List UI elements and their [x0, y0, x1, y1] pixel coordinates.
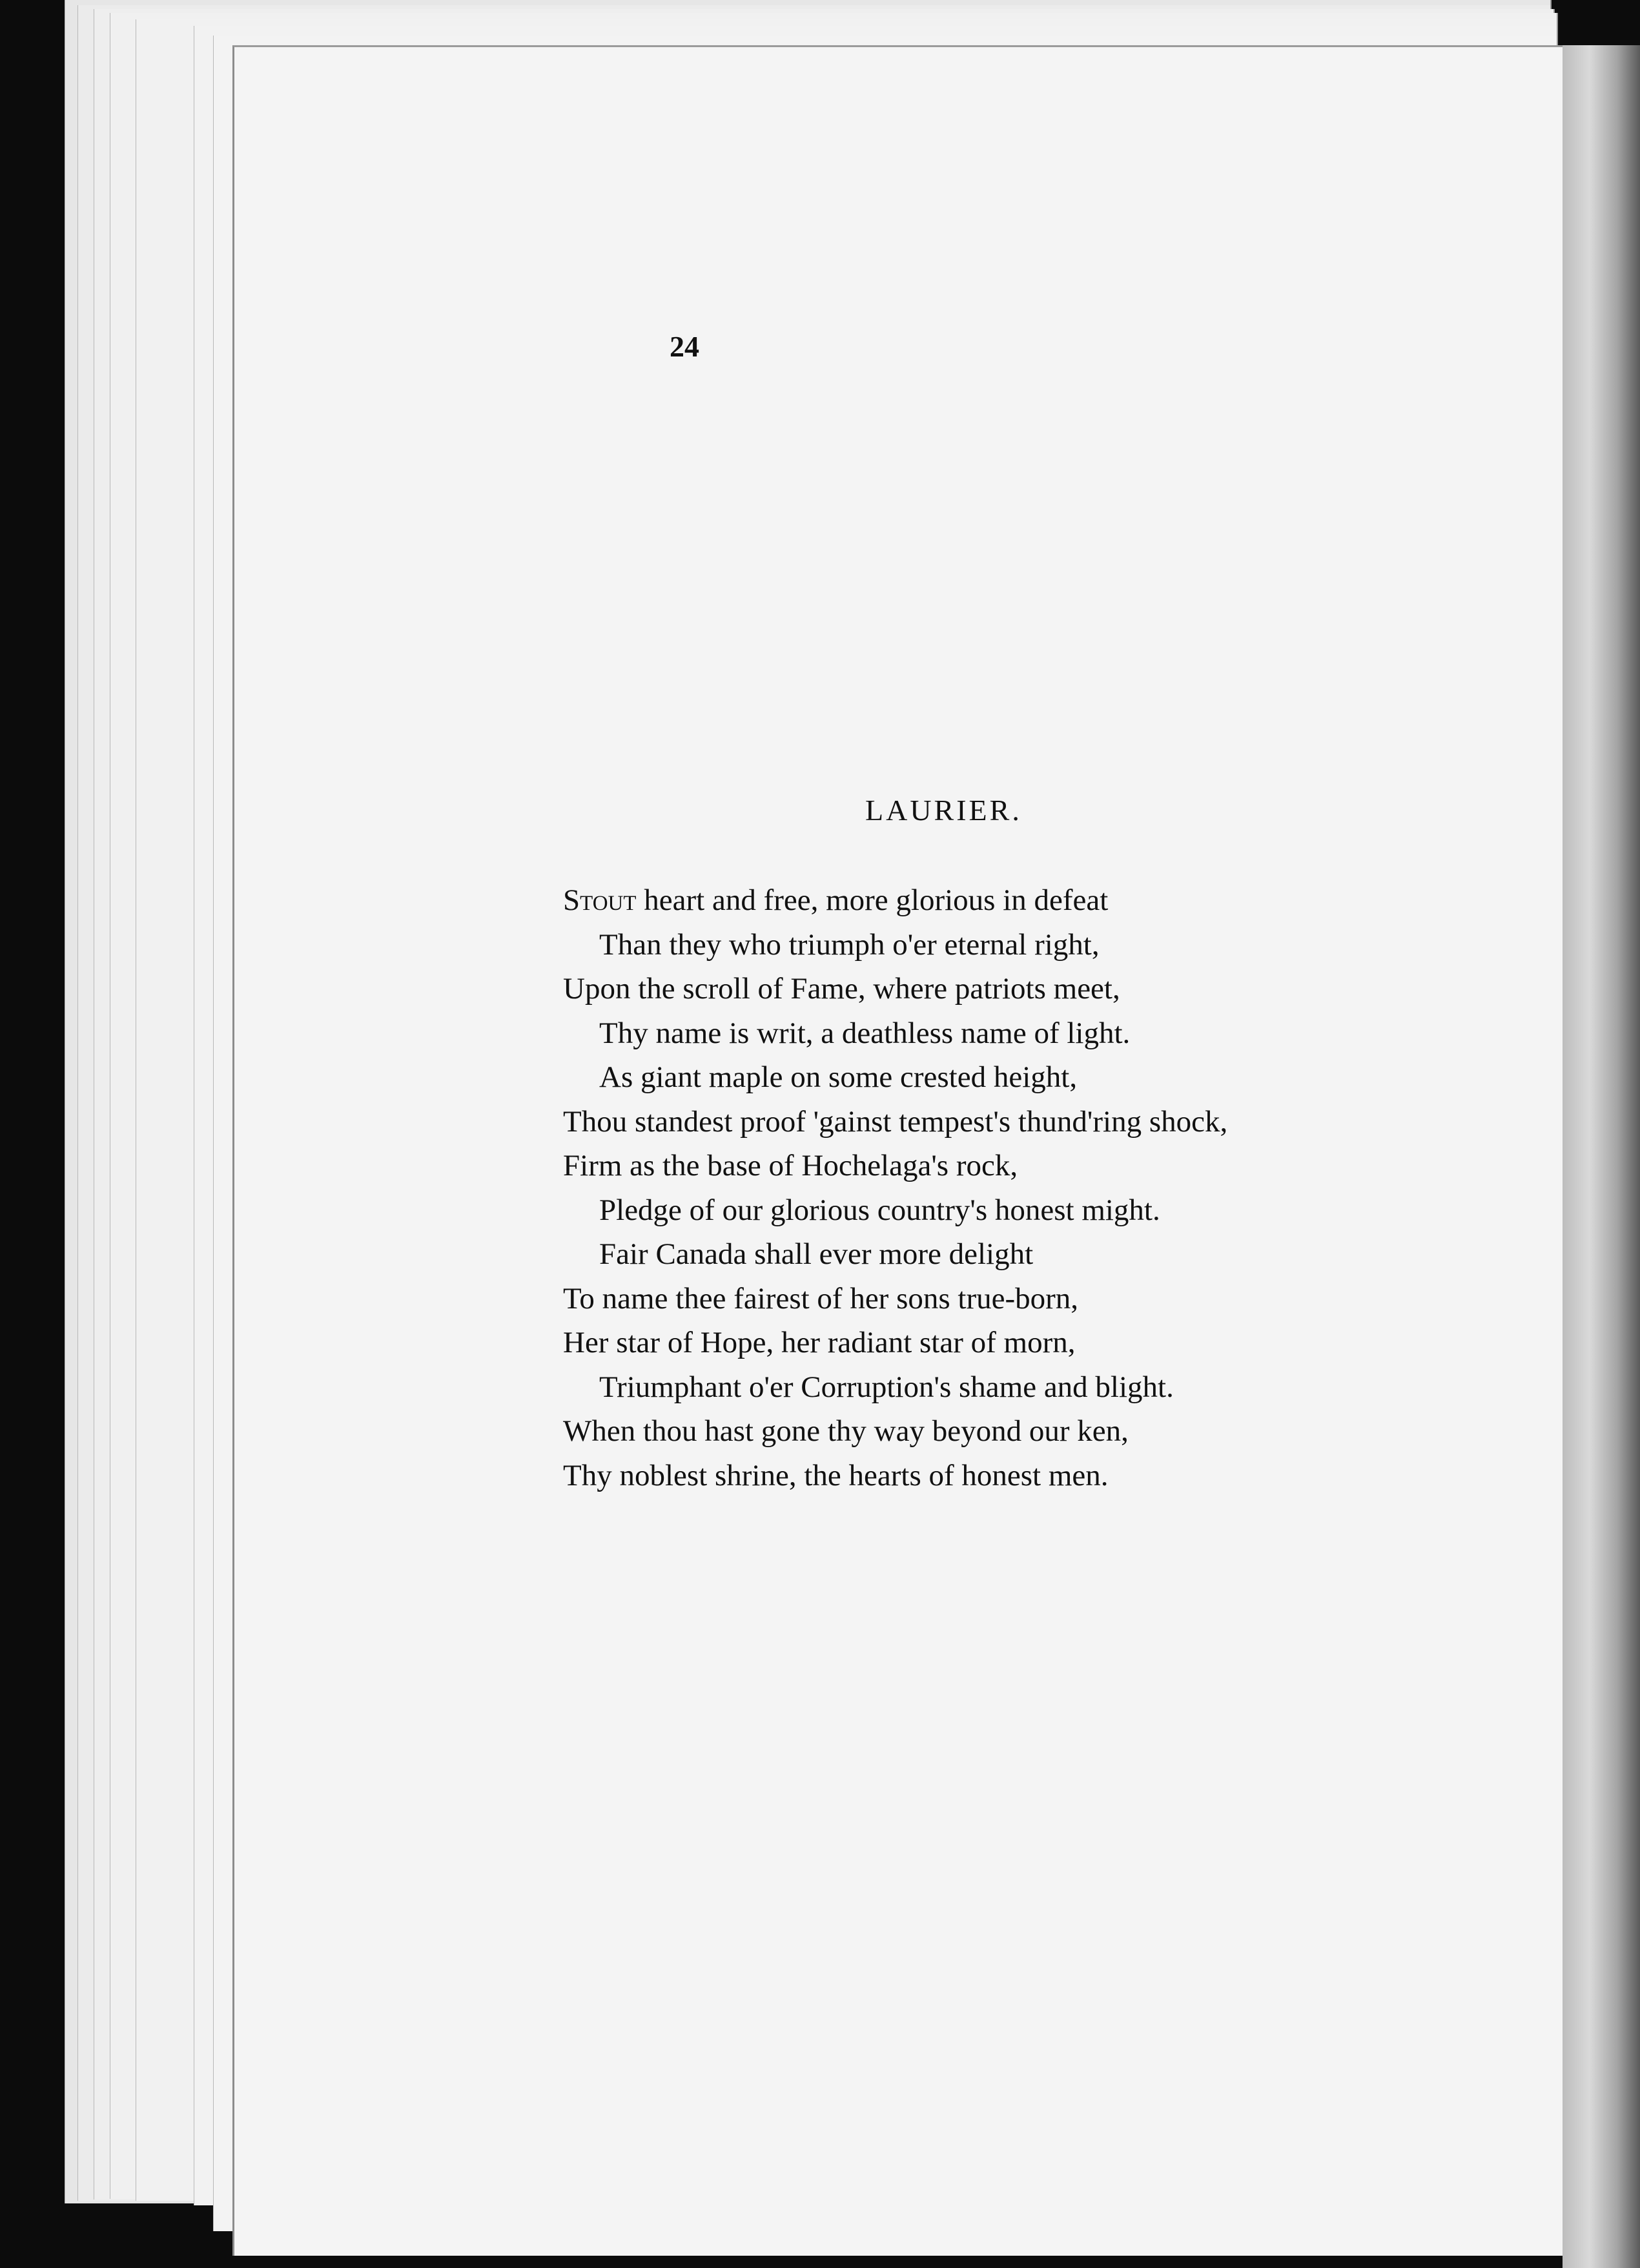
poem-line	[563, 923, 1467, 967]
poem-line	[563, 1321, 1467, 1365]
poem-line	[563, 1365, 1467, 1410]
poem-line-text: As giant maple on some crested height,	[599, 1060, 1078, 1094]
poem-line-text: Thy noblest shrine, the hearts of honest men.	[563, 1458, 1109, 1492]
poem-line-text: Firm as the base of Hochelaga's rock,	[563, 1149, 1018, 1182]
page-number	[0, 329, 1369, 364]
poem-line	[563, 1144, 1467, 1188]
poem-line	[563, 1232, 1467, 1277]
poem-line	[563, 1011, 1467, 1056]
poem-line-text: Her star of Hope, her radiant star of morn,	[563, 1326, 1076, 1359]
poem-body	[563, 878, 1467, 1498]
poem-title: LAURIER.	[865, 794, 1022, 827]
poem-line	[563, 1100, 1467, 1144]
poem-line	[563, 1409, 1467, 1454]
poem-line-text: Fair Canada shall ever more delight	[599, 1237, 1034, 1271]
poem-line-text: Pledge of our glorious country's honest might.	[599, 1193, 1160, 1227]
page-gutter-shadow	[1563, 45, 1640, 2268]
poem-line-text: To name thee fairest of her sons true-born,	[563, 1281, 1079, 1315]
poem-line-text: Thy name is writ, a deathless name of light.	[599, 1016, 1131, 1050]
poem-line	[563, 1277, 1467, 1321]
poem-line	[563, 967, 1467, 1011]
poem-line	[563, 1454, 1467, 1498]
page-number-text: 24	[670, 330, 699, 363]
poem-line	[563, 878, 1467, 923]
poem-line	[563, 1188, 1467, 1233]
poem-line-text: Than they who triumph o'er eternal right,	[599, 927, 1100, 962]
poem-line-text: When thou hast gone thy way beyond our ken,	[563, 1414, 1129, 1448]
poem-line-text: Thou standest proof 'gainst tempest's thund'ring shock,	[563, 1104, 1228, 1139]
poem-line	[563, 1055, 1467, 1100]
poem-line-text: Upon the scroll of Fame, where patriots meet,	[563, 972, 1120, 1005]
poem-first-word: Stout	[563, 883, 637, 917]
poem-line-text: Triumphant o'er Corruption's shame and blight.	[599, 1370, 1174, 1404]
poem-line-text: heart and free, more glorious in defeat	[636, 883, 1109, 917]
